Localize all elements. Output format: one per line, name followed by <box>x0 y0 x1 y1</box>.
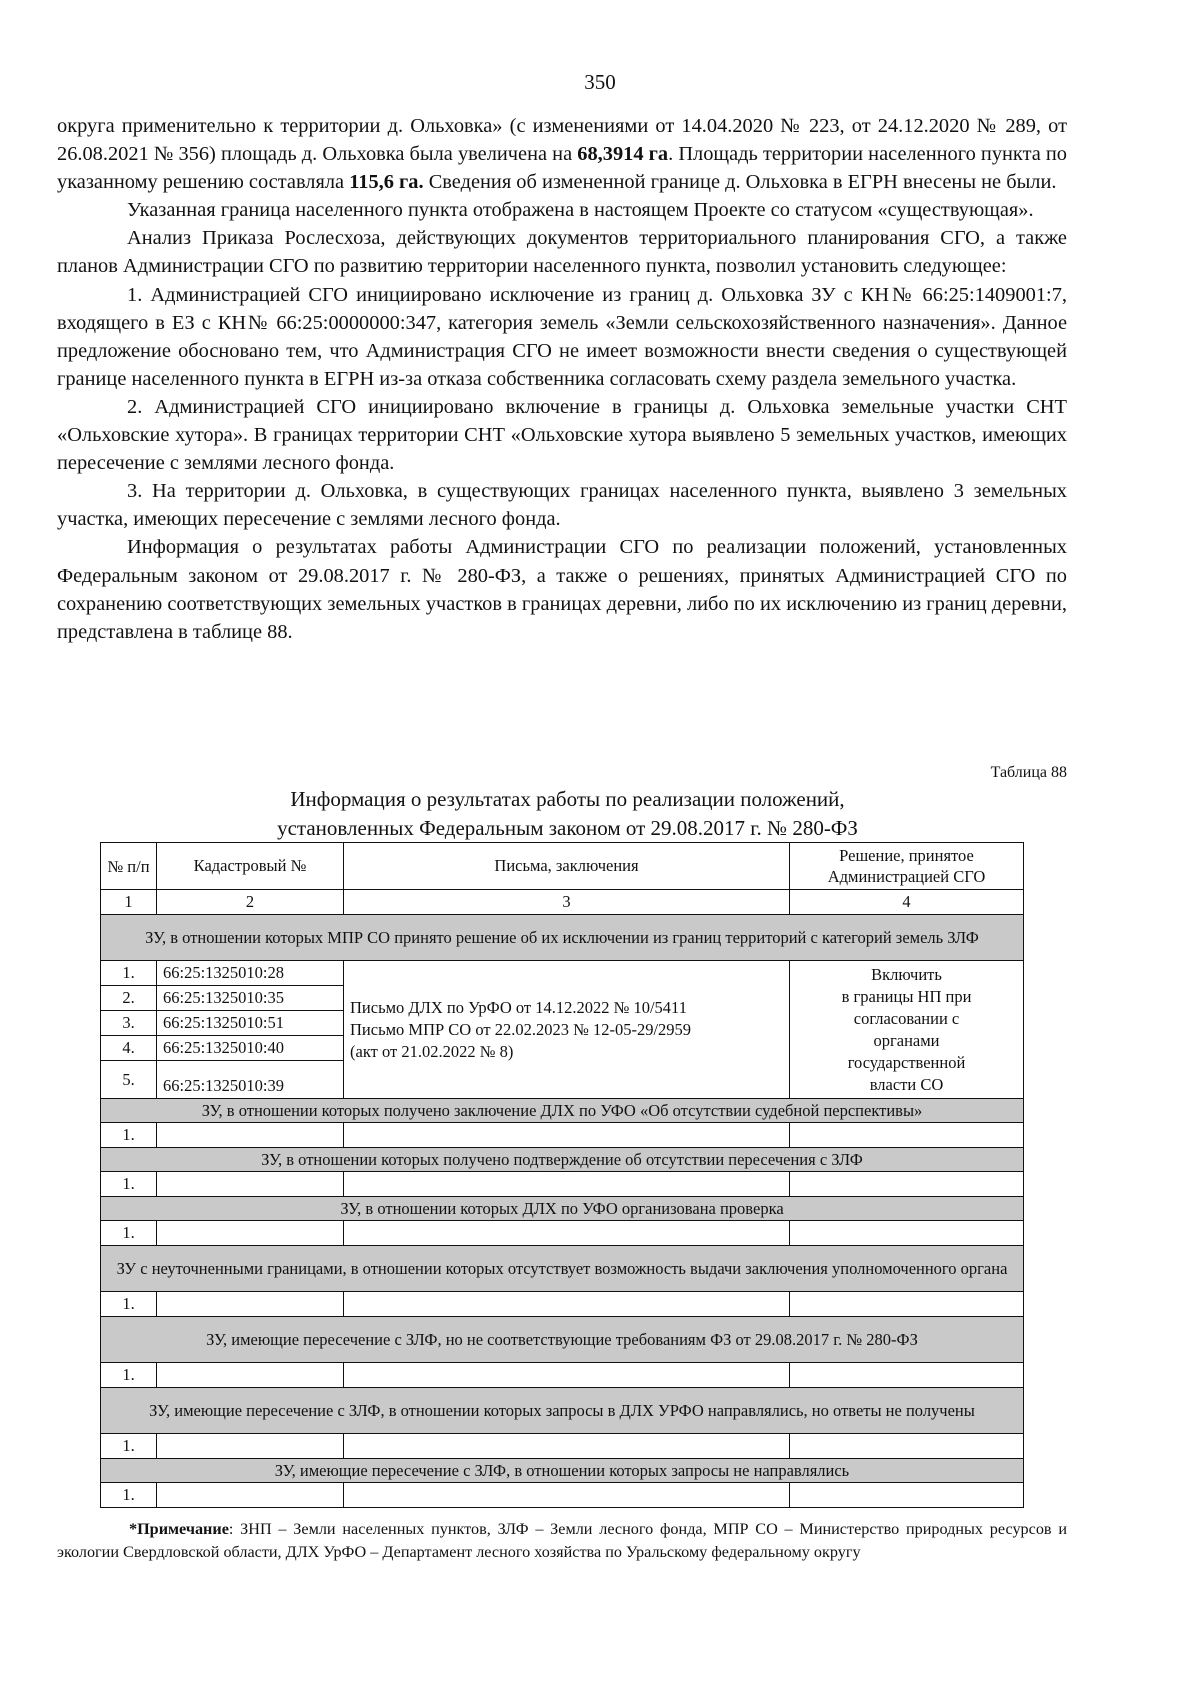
body-text <box>57 112 1067 646</box>
section-header-row <box>101 1148 1024 1172</box>
empty-cell <box>790 1434 1024 1459</box>
empty-cell <box>344 1292 790 1317</box>
decision-line: государственной <box>847 1052 966 1072</box>
empty-cell <box>157 1363 344 1388</box>
bold-value: 115,6 га. <box>349 171 424 194</box>
section-header-row <box>101 915 1024 961</box>
bold-value: 68,3914 га <box>577 143 669 166</box>
decision-line: Включить <box>871 964 942 984</box>
section-title: ЗУ, в отношении которых ДЛХ по УФО организована проверка <box>101 1197 1024 1221</box>
paragraph <box>57 393 1067 477</box>
table-row <box>101 1434 1024 1459</box>
text-run: округа применительно к территории д. Ольховка» (с изменениями от 14.04.2020 № 223, от 24.12.2020 № 289, от 26.08.2021 № 356) площадь д. Ольховка была увеличена на <box>57 115 1067 166</box>
letter-line: Письмо МПР СО от 22.02.2023 № 12-05-29/2959 <box>350 1019 692 1039</box>
header-cadastral: Кадастровый № <box>157 843 344 890</box>
col-number: 3 <box>344 890 790 915</box>
row-number: 3. <box>101 1011 157 1036</box>
table-row <box>101 1123 1024 1148</box>
empty-cell <box>157 1483 344 1508</box>
section-title: ЗУ, имеющие пересечение с ЗЛФ, в отношении которых запросы в ДЛХ УРФО направлялись, но ответы не получены <box>101 1388 1024 1434</box>
paragraph <box>57 224 1067 280</box>
header-letters: Письма, заключения <box>344 843 790 890</box>
paragraph <box>57 281 1067 393</box>
row-number: 1. <box>101 961 157 986</box>
table-row <box>101 1221 1024 1246</box>
decision-line: в границы НП при <box>841 986 972 1006</box>
letters-cell <box>344 961 790 1099</box>
section-title: ЗУ, имеющие пересечение с ЗЛФ, но не соответствующие требованиям ФЗ от 29.08.2017 г. № 280-ФЗ <box>101 1317 1024 1363</box>
row-number: 1. <box>101 1363 157 1388</box>
table-header-row <box>101 843 1024 890</box>
text-run: . Площадь территории населенного пункта по указанному решению составляла <box>57 143 1067 194</box>
footnote-text: : ЗНП – Земли населенных пунктов, ЗЛФ – Земли лесного фонда, МПР СО – Министерство природных ресурсов и экологии Свердловской области, ДЛХ УрФО – Департамент лесного хозяйства по Уральскому федеральному округу <box>57 1520 1067 1561</box>
cadastral-number: 66:25:1325010:51 <box>157 1011 344 1036</box>
paragraph <box>57 533 1067 645</box>
empty-cell <box>157 1172 344 1197</box>
table-row <box>101 961 1024 986</box>
empty-cell <box>790 1483 1024 1508</box>
row-number: 1. <box>101 1434 157 1459</box>
cadastral-number: 66:25:1325010:40 <box>157 1036 344 1061</box>
empty-cell <box>157 1434 344 1459</box>
table-caption-line1: Информация о результатах работы по реализации положений, <box>290 787 845 811</box>
empty-cell <box>344 1434 790 1459</box>
empty-cell <box>790 1172 1024 1197</box>
row-number: 2. <box>101 986 157 1011</box>
empty-cell <box>157 1292 344 1317</box>
row-number: 4. <box>101 1036 157 1061</box>
empty-cell <box>344 1483 790 1508</box>
header-num: № п/п <box>101 843 157 890</box>
page-number: 350 <box>584 70 616 94</box>
section-header-row <box>101 1099 1024 1123</box>
empty-cell <box>790 1363 1024 1388</box>
decision-line: власти СО <box>869 1074 944 1094</box>
row-number: 1. <box>101 1292 157 1317</box>
empty-cell <box>790 1221 1024 1246</box>
section-header-row <box>101 1246 1024 1292</box>
cadastral-number: 66:25:1325010:28 <box>157 961 344 986</box>
column-number-row <box>101 890 1024 915</box>
section-title: ЗУ, имеющие пересечение с ЗЛФ, в отношении которых запросы не направлялись <box>101 1459 1024 1483</box>
empty-cell <box>344 1363 790 1388</box>
empty-cell <box>344 1221 790 1246</box>
text-run: Информация о результатах работы Администрации СГО по реализации положений, установленных Федеральным законом от 29.08.2017 г. № 280-ФЗ, а также о решениях, принятых Администрацией СГО по сохранению соответствующих земельных участков в границах деревни, либо по их исключению из границ деревни, представлена в таблице 88. <box>57 536 1067 643</box>
section-title: ЗУ, в отношении которых получено заключение ДЛХ по УФО «Об отсутствии судебной перспективы» <box>101 1099 1024 1123</box>
empty-cell <box>344 1123 790 1148</box>
footnote-label: *Примечание <box>129 1520 229 1538</box>
cadastral-number: 66:25:1325010:35 <box>157 986 344 1011</box>
empty-cell <box>157 1221 344 1246</box>
row-number: 1. <box>101 1483 157 1508</box>
header-decision: Решение, принятое Администрацией СГО <box>790 843 1024 890</box>
row-number: 1. <box>101 1221 157 1246</box>
decision-line: органами <box>873 1030 940 1050</box>
col-number: 2 <box>157 890 344 915</box>
row-number: 5. <box>101 1061 157 1099</box>
text-run: Указанная граница населенного пункта отображена в настоящем Проекте со статусом «существующая». <box>127 199 1034 222</box>
row-number: 1. <box>101 1123 157 1148</box>
table-row <box>101 1483 1024 1508</box>
empty-cell <box>790 1292 1024 1317</box>
decision-cell <box>790 961 1024 1099</box>
decision-line: согласовании с <box>853 1008 960 1028</box>
text-run: 2. Администрацией СГО инициировано включение в границы д. Ольховка земельные участки СНТ «Ольховские хутора». В границах территории СНТ «Ольховские хутора выявлено 5 земельных участков, имеющих пересечение с землями лесного фонда. <box>57 395 1067 475</box>
table-number: Таблица 88 <box>990 764 1067 781</box>
section-title: ЗУ с неуточненными границами, в отношении которых отсутствует возможность выдачи заключения уполномоченного органа <box>101 1246 1024 1292</box>
paragraph <box>57 196 1067 224</box>
section-header-row <box>101 1317 1024 1363</box>
text-run: Анализ Приказа Рослесхоза, действующих документов территориального планирования СГО, а также планов Администрации СГО по развитию территории населенного пункта, позволил установить следующее: <box>57 227 1067 278</box>
text-run: Сведения об измененной границе д. Ольховка в ЕГРН внесены не были. <box>423 171 1057 194</box>
section-header-row <box>101 1459 1024 1483</box>
table-caption-line2: установленных Федеральным законом от 29.08.2017 г. № 280-ФЗ <box>277 816 858 840</box>
text-run: 3. На территории д. Ольховка, в существующих границах населенного пункта, выявлено 3 земельных участка, имеющих пересечение с землями лесного фонда. <box>57 480 1067 531</box>
row-number: 1. <box>101 1172 157 1197</box>
table-row <box>101 1172 1024 1197</box>
text-run: 1. Администрацией СГО инициировано исключение из границ д. Ольховка ЗУ с КН№ 66:25:1409001:7, входящего в ЕЗ с КН№ 66:25:0000000:347, категория земель «Земли сельскохозяйственного назначения». Данное предложение обосновано тем, что Администрация СГО не имеет возможности внести сведения о существующей границе населенного пункта в ЕГРН из-за отказа собственника согласовать схему раздела земельного участка. <box>57 283 1067 390</box>
table-row <box>101 1363 1024 1388</box>
section-title: ЗУ, в отношении которых получено подтверждение об отсутствии пересечения с ЗЛФ <box>101 1148 1024 1172</box>
table-caption <box>0 785 1135 843</box>
empty-cell <box>344 1172 790 1197</box>
results-table <box>100 842 1024 1508</box>
empty-cell <box>790 1123 1024 1148</box>
footnote <box>57 1518 1067 1564</box>
section-header-row <box>101 1388 1024 1434</box>
paragraph <box>57 112 1067 196</box>
table-row <box>101 1292 1024 1317</box>
letter-line: Письмо ДЛХ по УрФО от 14.12.2022 № 10/5411 <box>350 997 687 1017</box>
paragraph <box>57 477 1067 533</box>
section-header-row <box>101 1197 1024 1221</box>
letter-line: (акт от 21.02.2022 № 8) <box>350 1041 514 1061</box>
col-number: 4 <box>790 890 1024 915</box>
cadastral-number: 66:25:1325010:39 <box>157 1061 344 1099</box>
col-number: 1 <box>101 890 157 915</box>
empty-cell <box>157 1123 344 1148</box>
section-title: ЗУ, в отношении которых МПР СО принято решение об их исключении из границ территорий с категорий земель ЗЛФ <box>101 915 1024 961</box>
